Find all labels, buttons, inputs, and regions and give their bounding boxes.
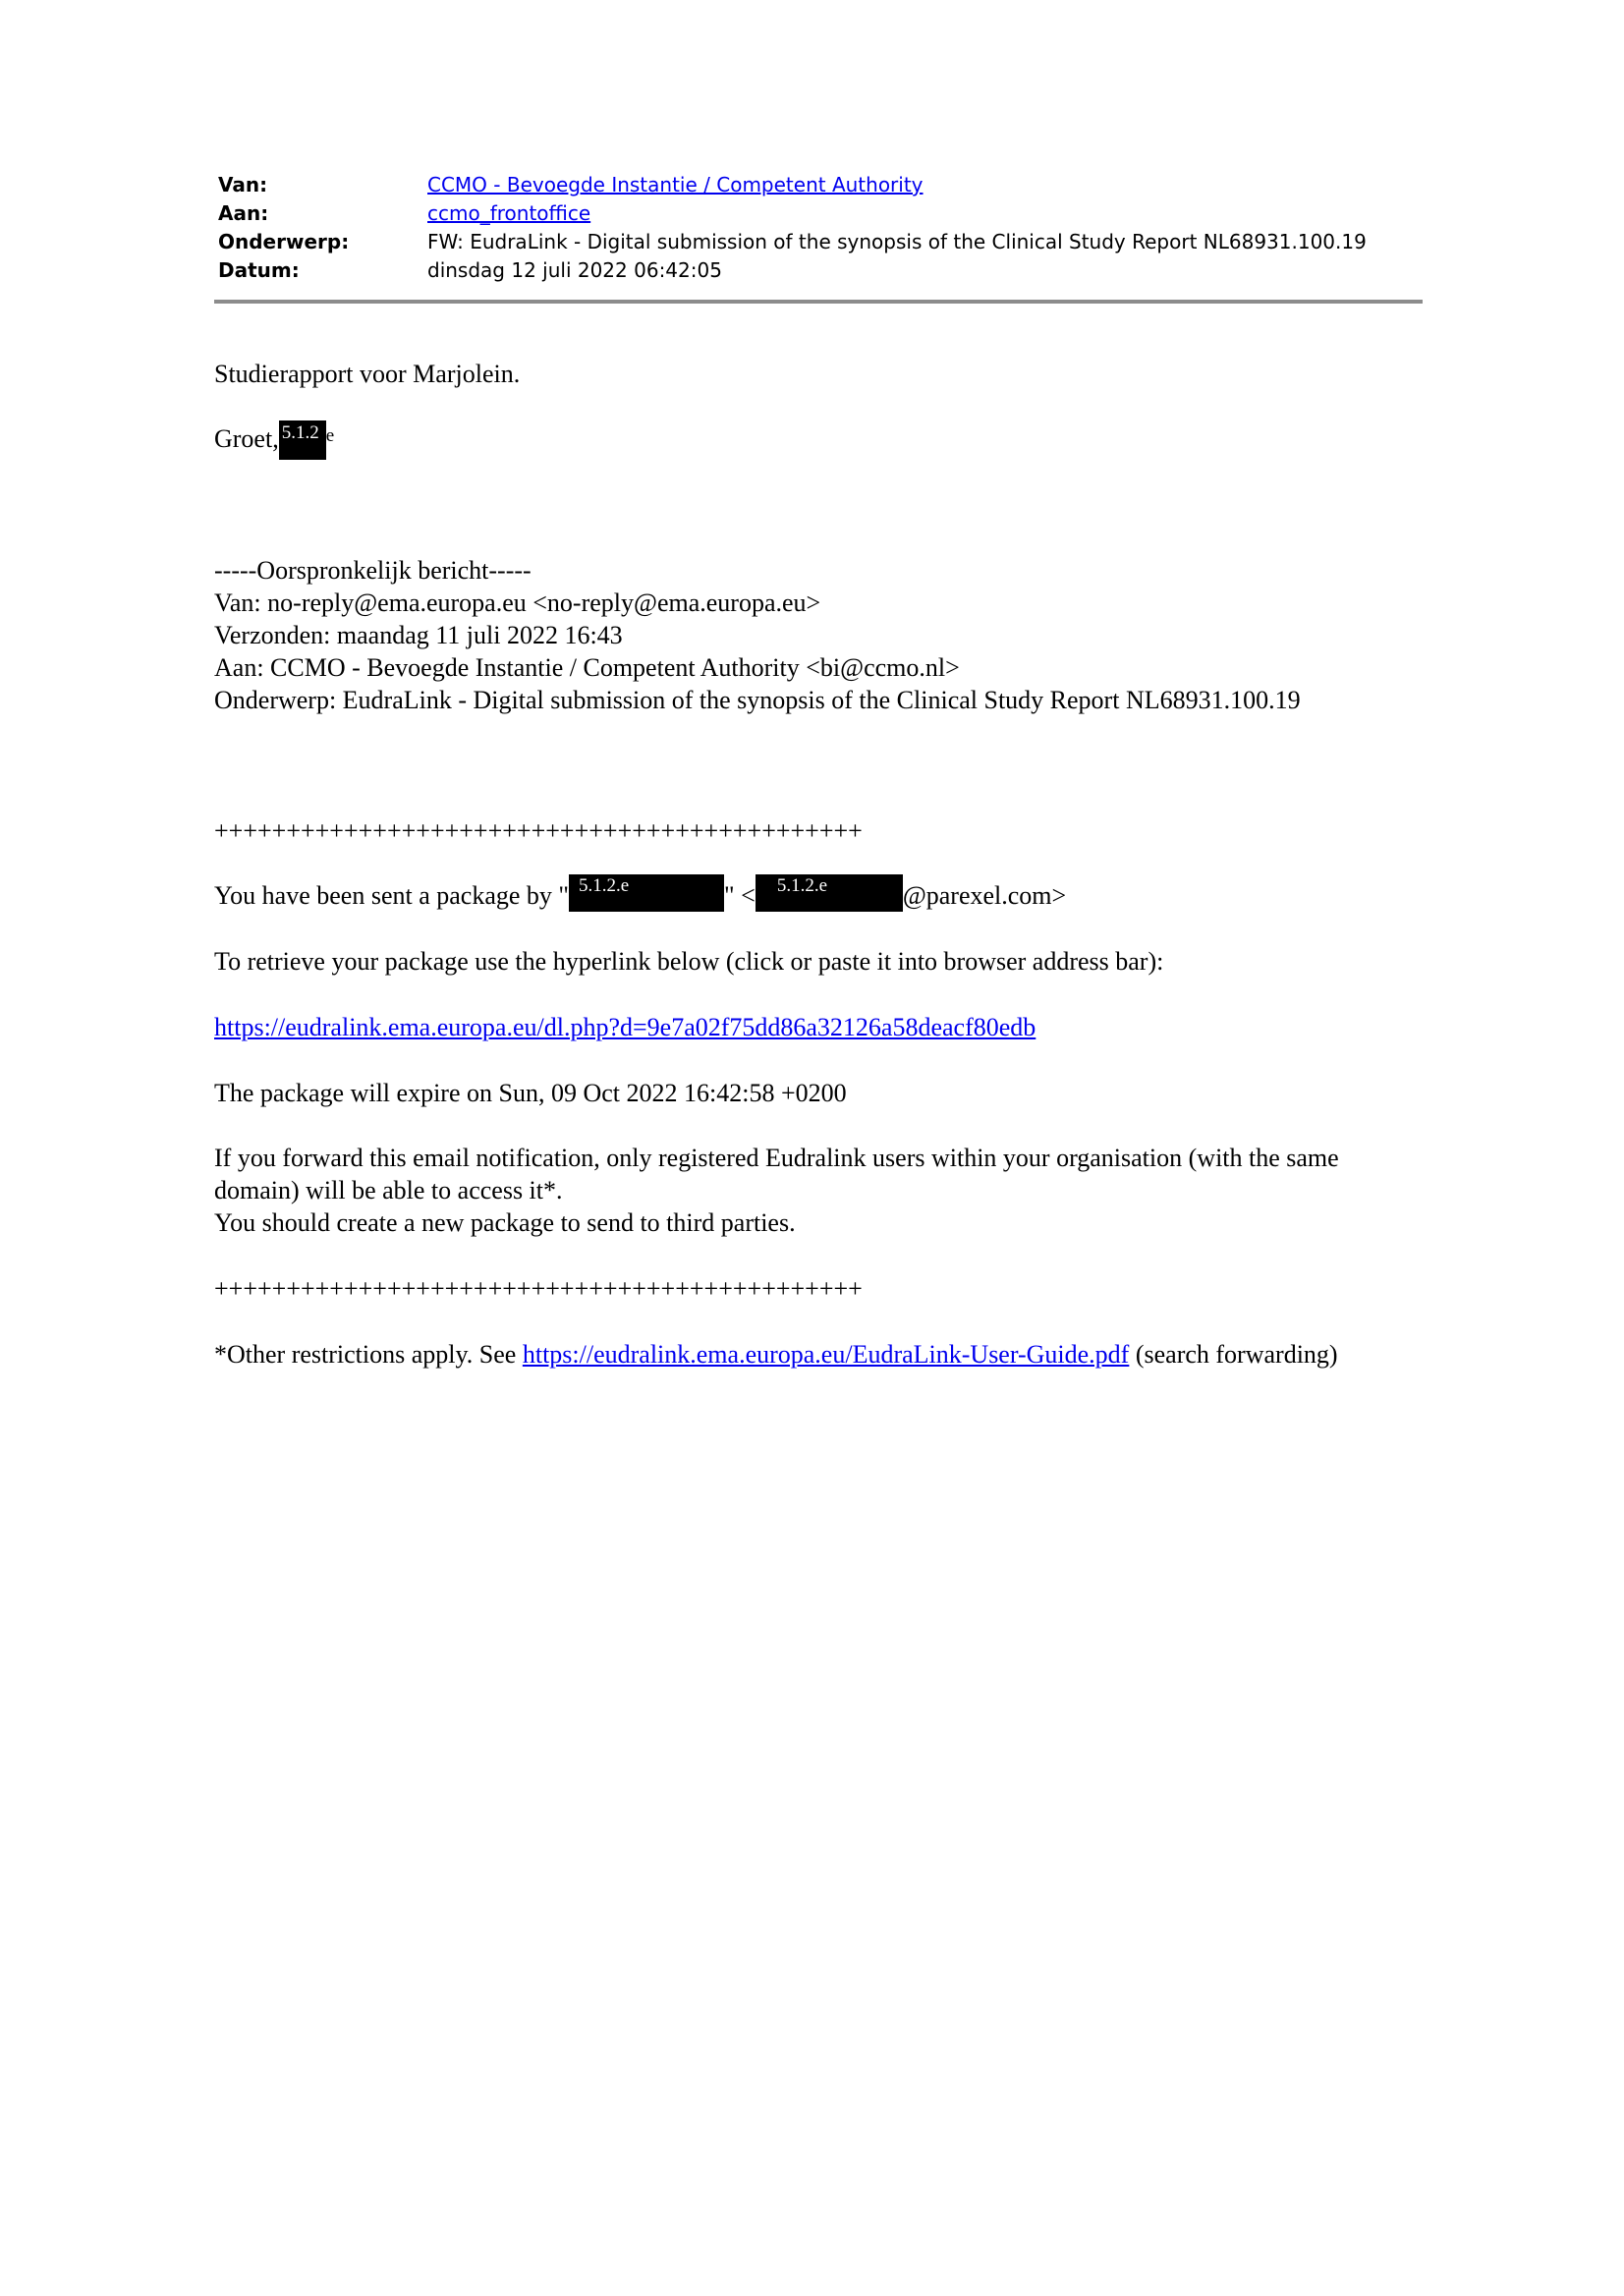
- original-separator: -----Oorspronkelijk bericht-----: [214, 556, 532, 585]
- restrictions-prefix: *Other restrictions apply. See: [214, 1340, 523, 1369]
- date-label: Datum:: [218, 258, 300, 282]
- redaction-box: 5.1.2: [279, 420, 326, 460]
- original-from-line: Van: no-reply@ema.europa.eu <no-reply@ema.europa.eu>: [214, 588, 821, 617]
- plus-rule-bottom: +++++++++++++++++++++++++++++++++++++++++++++: [214, 1274, 863, 1303]
- forward-line-1: If you forward this email notification, only registered Eudralink users within your organisation (with the same: [214, 1144, 1339, 1172]
- restrictions-line: [214, 1338, 1338, 1371]
- email-header: [218, 171, 1425, 285]
- intro-text: Studierapport voor Marjolein.: [214, 360, 521, 388]
- subject-value: FW: EudraLink - Digital submission of the synopsis of the Clinical Study Report NL68931.100.19: [427, 230, 1367, 253]
- forward-line-2: domain) will be able to access it*.: [214, 1176, 563, 1204]
- package-link[interactable]: https://eudralink.ema.europa.eu/dl.php?d=9e7a02f75dd86a32126a58deacf80edb: [214, 1013, 1036, 1041]
- header-divider: [214, 300, 1423, 304]
- user-guide-link[interactable]: https://eudralink.ema.europa.eu/EudraLink-User-Guide.pdf: [522, 1340, 1130, 1369]
- restrictions-suffix: (search forwarding): [1129, 1340, 1338, 1369]
- header-subject-row: [218, 228, 1425, 256]
- to-label: Aan:: [218, 201, 269, 225]
- original-to-line: Aan: CCMO - Bevoegde Instantie / Competent Authority <bi@ccmo.nl>: [214, 653, 960, 682]
- greeting-text: Groet,: [214, 424, 279, 453]
- expire-text: The package will expire on Sun, 09 Oct 2022 16:42:58 +0200: [214, 1079, 847, 1107]
- sent-by-prefix: You have been sent a package by ": [214, 881, 570, 910]
- header-date-row: [218, 256, 1425, 285]
- from-link[interactable]: CCMO - Bevoegde Instantie / Competent Authority: [427, 173, 924, 196]
- subject-label: Onderwerp:: [218, 230, 350, 253]
- redaction-box: 5.1.2.e: [569, 874, 724, 912]
- retrieve-text: To retrieve your package use the hyperlink below (click or paste it into browser address bar):: [214, 947, 1164, 976]
- greeting-line: [214, 422, 334, 462]
- sent-by-suffix: @parexel.com>: [902, 881, 1067, 910]
- original-subject-line: Onderwerp: EudraLink - Digital submission of the synopsis of the Clinical Study Report NL68931.100.19: [214, 686, 1301, 714]
- package-line: [214, 1011, 1036, 1043]
- to-link[interactable]: ccmo_frontoffice: [427, 201, 591, 225]
- original-sent-line: Verzonden: maandag 11 juli 2022 16:43: [214, 621, 623, 649]
- redaction-tail: e: [325, 425, 335, 446]
- plus-rule-top: +++++++++++++++++++++++++++++++++++++++++++++: [214, 816, 863, 845]
- from-label: Van:: [218, 173, 268, 196]
- forward-line-3: You should create a new package to send to third parties.: [214, 1208, 796, 1237]
- redaction-box: 5.1.2.e: [756, 874, 903, 912]
- sent-by-middle: " <: [724, 881, 756, 910]
- date-value: dinsdag 12 juli 2022 06:42:05: [427, 258, 722, 282]
- header-from-row: [218, 171, 1425, 199]
- header-to-row: [218, 199, 1425, 228]
- sent-by-line: [214, 875, 1067, 917]
